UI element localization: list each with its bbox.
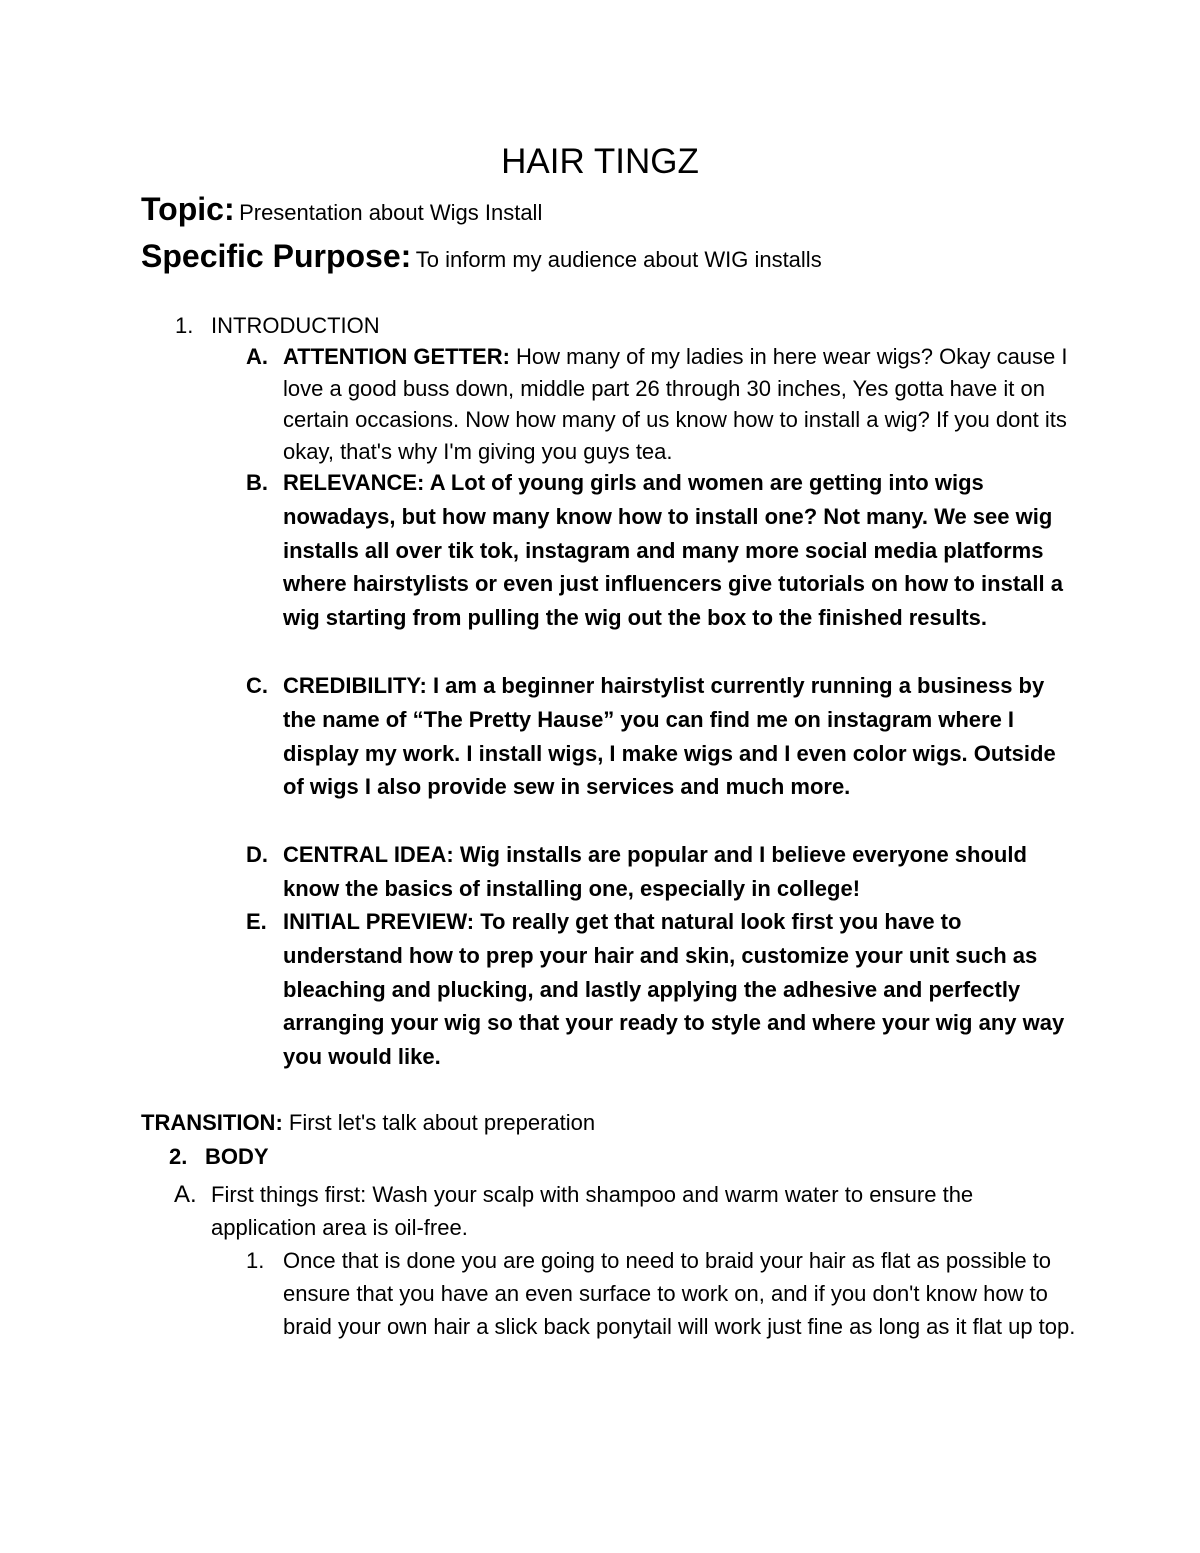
relevance-text: A Lot of young girls and women are getting into wigs nowadays, but how many know how to install one? Not many. We see wig installs all over tik tok, instagram and many more social media platforms where hairstylists or even just influencers give tutorials on how to install a wig starting from pulling the wig out the box to the finished results. — [283, 470, 1063, 631]
body-number: 2. — [169, 1144, 188, 1169]
list-marker: D. — [246, 842, 268, 867]
central-idea-text: Wig installs are popular and I believe everyone should know the basics of installing one, especially in college! — [283, 842, 1027, 901]
credibility-key: CREDIBILITY: — [283, 673, 427, 698]
initial-preview-text: To really get that natural look first you have to understand how to prep your hair and skin, customize your unit such as bleaching and plucking, and lastly applying the adhesive and perfectly arranging your wig so that your ready to style and where your wig any way you would like. — [283, 909, 1065, 1070]
body-item-a-1 — [246, 1244, 1076, 1343]
topic-label: Topic: — [141, 191, 235, 227]
initial-preview-body — [283, 905, 1076, 1074]
body-label: BODY — [205, 1144, 269, 1169]
specific-purpose-value: To inform my audience about WIG installs — [415, 247, 822, 272]
body-item-a — [174, 1178, 1054, 1244]
credibility-body — [283, 669, 1076, 804]
relevance-item — [246, 466, 1076, 635]
attention-getter-text: How many of my ladies in here wear wigs? Okay cause I love a good buss down, middle part 26 through 30 inches, Yes gotta have it on certain occasions. Now how many of us know how to install a wig? If you dont its okay, that's why I'm giving you guys tea. — [283, 344, 1068, 464]
body-item-a-text: First things first: Wash your scalp with shampoo and warm water to ensure the application area is oil-free. — [211, 1182, 974, 1240]
body-item-a-1-text: Once that is done you are going to need to braid your hair as flat as possible to ensure that you have an even surface to work on, and if you don't know how to braid your own hair a slick back ponytail will work just fine as long as it flat up top. — [283, 1248, 1076, 1339]
specific-purpose-label: Specific Purpose: — [141, 238, 412, 274]
introduction-heading — [175, 311, 380, 341]
list-marker: C. — [246, 673, 268, 698]
credibility-item — [246, 669, 1076, 804]
topic-value: Presentation about Wigs Install — [239, 200, 543, 225]
initial-preview-key: INITIAL PREVIEW: — [283, 909, 475, 934]
attention-getter-body — [283, 341, 1076, 467]
transition-key: TRANSITION: — [141, 1110, 283, 1135]
introduction-label: INTRODUCTION — [211, 313, 380, 338]
transition-text: First let's talk about preperation — [288, 1110, 596, 1135]
central-idea-item — [246, 838, 1076, 906]
list-marker: A. — [174, 1181, 197, 1208]
list-marker: 1. — [246, 1248, 265, 1273]
attention-getter-item — [246, 341, 1076, 467]
list-marker: B. — [246, 470, 268, 495]
body-heading — [169, 1141, 269, 1173]
initial-preview-item — [246, 905, 1076, 1074]
attention-getter-key: ATTENTION GETTER: — [283, 344, 510, 369]
document-title: HAIR TINGZ — [501, 142, 699, 181]
transition-line — [141, 1107, 595, 1139]
topic-line — [141, 191, 542, 228]
credibility-text: I am a beginner hairstylist currently running a business by the name of “The Pretty Hause” you can find me on instagram where I display my work. I install wigs, I make wigs and I even color wigs. Outside of wigs I also provide sew in services and much more. — [283, 673, 1056, 800]
central-idea-key: CENTRAL IDEA: — [283, 842, 454, 867]
relevance-body — [283, 466, 1076, 635]
relevance-key: RELEVANCE: — [283, 470, 425, 495]
specific-purpose-line — [141, 238, 822, 275]
introduction-number: 1. — [175, 313, 194, 338]
list-marker: A. — [246, 344, 268, 369]
central-idea-body — [283, 838, 1076, 906]
list-marker: E. — [246, 909, 267, 934]
